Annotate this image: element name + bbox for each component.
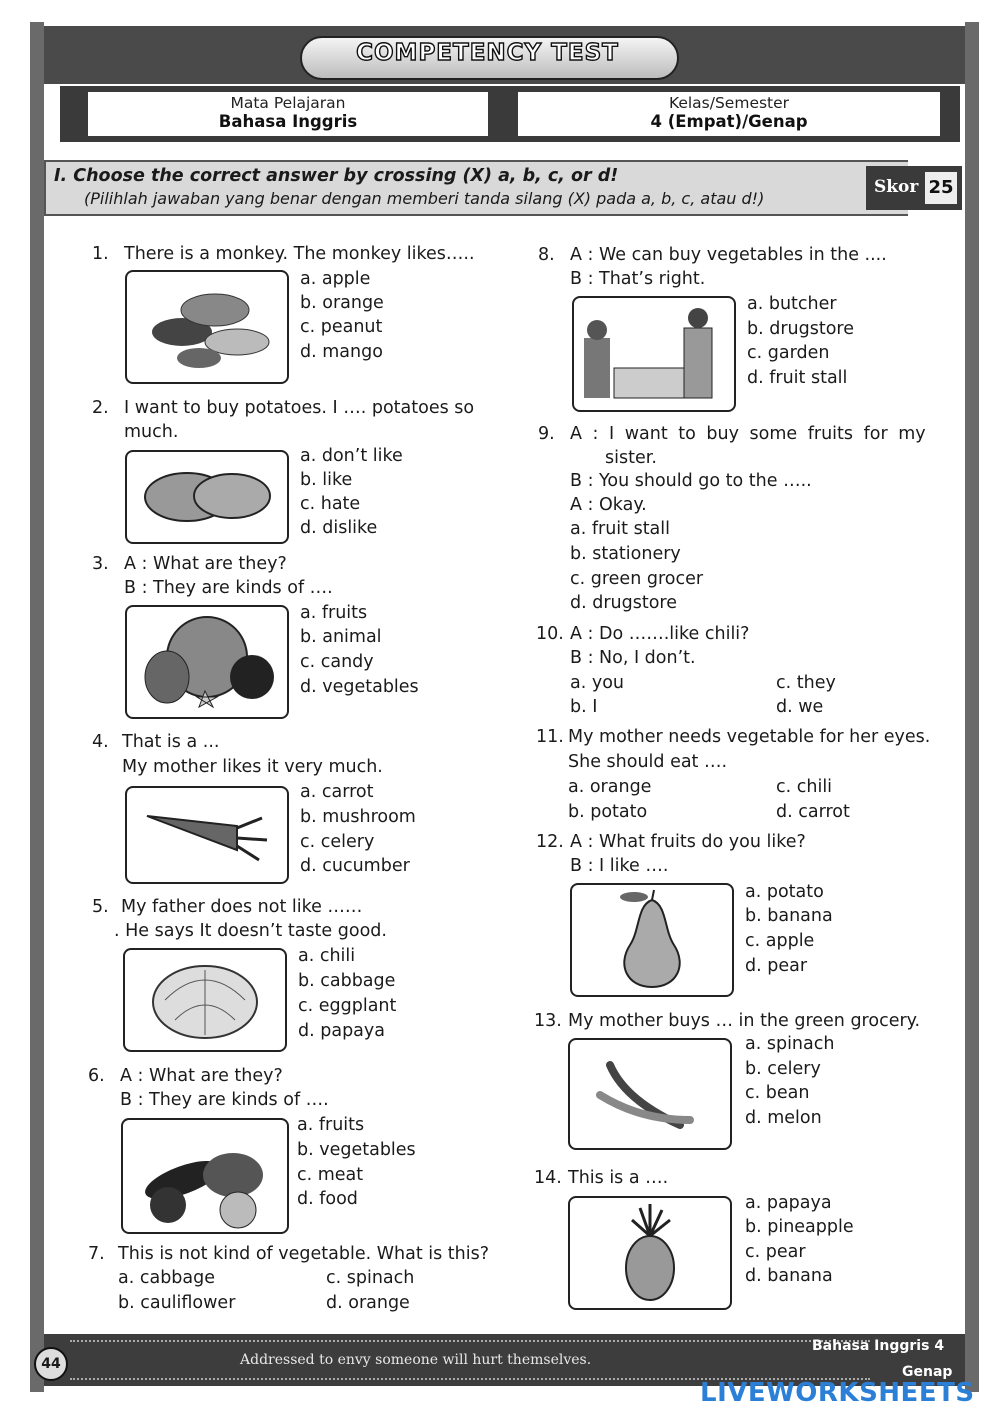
question-text: This is a …. <box>568 1168 669 1188</box>
question-text: A : Do …….like chili? <box>570 624 750 644</box>
option[interactable]: d. banana <box>745 1266 833 1286</box>
option[interactable]: b. like <box>300 470 353 490</box>
potato-image <box>125 450 289 544</box>
option[interactable]: b. celery <box>745 1059 821 1079</box>
footer-dotted-line <box>70 1340 870 1342</box>
question-text: A : I want to buy some fruits for my <box>570 424 926 444</box>
bean-image <box>568 1038 732 1150</box>
option[interactable]: d. cucumber <box>300 856 410 876</box>
option[interactable]: d. melon <box>745 1108 822 1128</box>
option[interactable]: a. chili <box>298 946 356 966</box>
option[interactable]: a. apple <box>300 269 371 289</box>
option[interactable]: a. butcher <box>747 294 837 314</box>
option[interactable]: a. fruits <box>297 1115 365 1135</box>
option[interactable]: b. potato <box>568 802 648 822</box>
question-number: 11. <box>536 727 564 747</box>
question-text: My mother buys … in the green grocery. <box>568 1011 921 1031</box>
score-label: Skor <box>874 177 919 197</box>
option[interactable]: a. fruit stall <box>570 519 671 539</box>
question-text: There is a monkey. The monkey likes….. <box>124 244 475 264</box>
option[interactable]: d. dislike <box>300 518 378 538</box>
page-number: 44 <box>34 1347 68 1381</box>
option[interactable]: a. fruits <box>300 603 368 623</box>
market-image <box>572 296 736 412</box>
option[interactable]: b. vegetables <box>297 1140 416 1160</box>
option[interactable]: a. spinach <box>745 1034 835 1054</box>
question-text: A : We can buy vegetables in the .... <box>570 245 887 265</box>
score-value: 25 <box>925 172 957 204</box>
question-text: . He says It doesn’t taste good. <box>114 921 387 941</box>
option[interactable]: b. orange <box>300 293 384 313</box>
question-text: much. <box>124 422 179 442</box>
option[interactable]: a. carrot <box>300 782 374 802</box>
option[interactable]: d. drugstore <box>570 593 677 613</box>
page-title: COMPETENCY TEST <box>356 40 619 66</box>
option[interactable]: b. drugstore <box>747 319 854 339</box>
question-number: 9. <box>538 424 555 444</box>
question-text: A : What are they? <box>120 1066 283 1086</box>
option[interactable]: c. pear <box>745 1242 806 1262</box>
fruits-image <box>125 605 289 719</box>
option[interactable]: d. we <box>776 697 824 717</box>
option[interactable]: d. carrot <box>776 802 850 822</box>
option[interactable]: d. papaya <box>298 1021 385 1041</box>
subject-box <box>88 92 488 136</box>
option[interactable]: b. animal <box>300 627 382 647</box>
option[interactable]: c. green grocer <box>570 569 704 589</box>
option[interactable]: b. banana <box>745 906 833 926</box>
option[interactable]: b. mushroom <box>300 807 416 827</box>
option[interactable]: a. you <box>570 673 625 693</box>
option[interactable]: c. peanut <box>300 317 383 337</box>
option[interactable]: c. chili <box>776 777 833 797</box>
pear-image <box>570 883 734 997</box>
option[interactable]: c. meat <box>297 1165 364 1185</box>
question-number: 1. <box>92 244 109 264</box>
question-text: B : No, I don’t. <box>570 648 696 668</box>
book-title: Bahasa Inggris 4 <box>812 1338 945 1354</box>
option[interactable]: a. potato <box>745 882 824 902</box>
pineapple-image <box>568 1196 732 1310</box>
liveworksheets-logo: LIVEWORKSHEETS <box>700 1378 975 1408</box>
question-number: 3. <box>92 554 109 574</box>
question-text: I want to buy potatoes. I …. potatoes so <box>124 398 475 418</box>
instruction-box <box>44 160 908 216</box>
instruction-text: I. Choose the correct answer by crossing (X) a, b, c, or d! <box>54 166 619 186</box>
question-text: sister. <box>605 448 657 468</box>
subject-value: Bahasa Inggris <box>218 112 358 131</box>
option[interactable]: c. garden <box>747 343 830 363</box>
option[interactable]: b. cauliflower <box>118 1293 236 1313</box>
option[interactable]: c. candy <box>300 652 374 672</box>
cabbage-image <box>123 948 287 1052</box>
option[interactable]: d. orange <box>326 1293 410 1313</box>
question-text: B : That’s right. <box>570 269 706 289</box>
question-text: B : I like …. <box>570 856 669 876</box>
option[interactable]: c. apple <box>745 931 815 951</box>
peanut-image <box>125 270 289 384</box>
option[interactable]: a. cabbage <box>118 1268 216 1288</box>
option[interactable]: d. fruit stall <box>747 368 848 388</box>
question-number: 13. <box>534 1011 562 1031</box>
option[interactable]: b. pineapple <box>745 1217 854 1237</box>
option[interactable]: c. spinach <box>326 1268 415 1288</box>
question-number: 4. <box>92 732 109 752</box>
option[interactable]: b. cabbage <box>298 971 396 991</box>
question-text: This is not kind of vegetable. What is this? <box>118 1244 490 1264</box>
question-number: 8. <box>538 245 555 265</box>
option[interactable]: b. I <box>570 697 598 717</box>
question-number: 7. <box>88 1244 105 1264</box>
question-text: B : You should go to the ….. <box>570 471 812 491</box>
question-number: 12. <box>536 832 564 852</box>
question-number: 10. <box>536 624 564 644</box>
option[interactable]: b. stationery <box>570 544 681 564</box>
option[interactable]: a. don’t like <box>300 446 403 466</box>
subject-label: Mata Pelajaran <box>230 94 346 112</box>
option[interactable]: d. mango <box>300 342 383 362</box>
class-value: 4 (Empat)/Genap <box>650 112 808 131</box>
book-semester: Genap <box>902 1364 953 1380</box>
question-text: My father does not like …… <box>121 897 363 917</box>
question-text: B : They are kinds of …. <box>124 578 333 598</box>
page-border-right <box>965 22 979 1392</box>
question-text: A : What are they? <box>124 554 287 574</box>
option[interactable]: c. hate <box>300 494 361 514</box>
question-text: That is a ... <box>122 732 220 752</box>
option[interactable]: d. food <box>297 1189 358 1209</box>
option[interactable]: c. bean <box>745 1083 810 1103</box>
option[interactable]: c. they <box>776 673 836 693</box>
option[interactable]: a. orange <box>568 777 652 797</box>
vegetables-image <box>121 1118 289 1234</box>
carrot-image <box>125 786 289 884</box>
footer-quote: Addressed to envy someone will hurt themselves. <box>240 1352 592 1368</box>
option[interactable]: d. vegetables <box>300 677 419 697</box>
question-text: B : They are kinds of …. <box>120 1090 329 1110</box>
class-label: Kelas/Semester <box>668 94 790 112</box>
page-border-left <box>30 22 44 1392</box>
question-text: A : Okay. <box>570 495 647 515</box>
option[interactable]: c. eggplant <box>298 996 397 1016</box>
question-number: 2. <box>92 398 109 418</box>
question-text: My mother likes it very much. <box>122 757 383 777</box>
option[interactable]: c. celery <box>300 832 375 852</box>
question-number: 5. <box>92 897 109 917</box>
question-text: My mother needs vegetable for her eyes. <box>568 727 931 747</box>
option[interactable]: d. pear <box>745 956 808 976</box>
class-box <box>518 92 940 136</box>
question-text: She should eat …. <box>568 752 728 772</box>
question-number: 14. <box>534 1168 562 1188</box>
question-number: 6. <box>88 1066 105 1086</box>
option[interactable]: a. papaya <box>745 1193 832 1213</box>
question-text: A : What fruits do you like? <box>570 832 806 852</box>
instruction-translation: (Pilihlah jawaban yang benar dengan memberi tanda silang (X) pada a, b, c, atau d!) <box>84 189 765 208</box>
